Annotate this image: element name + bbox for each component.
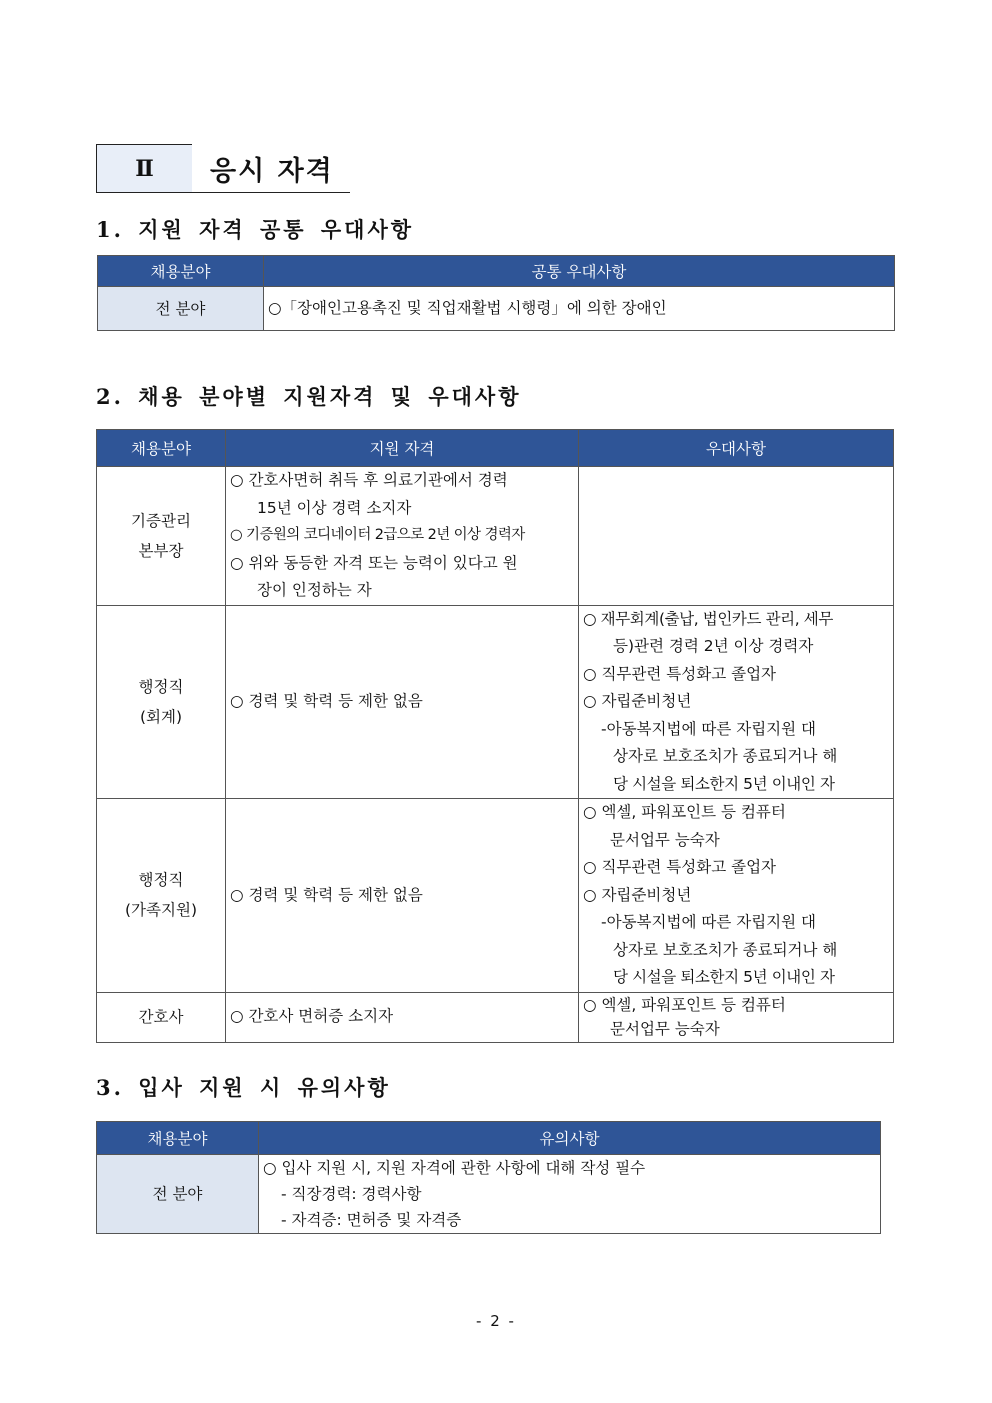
field-cell: 간호사 bbox=[97, 992, 226, 1042]
header-field: 채용분야 bbox=[98, 256, 264, 287]
field-cell: 기증관리 본부장 bbox=[97, 467, 226, 606]
section-3-heading: 3. 입사 지원 시 유의사항 bbox=[96, 1075, 391, 1100]
field-cell: 행정직 (회계) bbox=[97, 605, 226, 799]
field-cell: 전 분야 bbox=[97, 1155, 259, 1234]
common-preference-table bbox=[97, 255, 895, 331]
section-1-heading: 1. 지원 자격 공통 우대사항 bbox=[96, 217, 415, 242]
chapter-heading bbox=[96, 144, 350, 193]
header-field: 채용분야 bbox=[97, 1122, 259, 1155]
preference-cell: ○ 엑셀, 파워포인트 등 컴퓨터 문서업무 능숙자 ○ 직무관련 특성화고 졸업자 ○ 자립준비청년 -아동복지법에 따른 자립지원 대 상자로 보호조치가 종료되거나 해 당 시설을 퇴소한지 5년 이내인 자 bbox=[579, 799, 894, 993]
notice-table bbox=[96, 1121, 881, 1234]
header-preference: 우대사항 bbox=[579, 430, 894, 467]
table-row bbox=[97, 992, 894, 1042]
chapter-number: Ⅱ bbox=[96, 144, 192, 192]
qualification-cell: ○ 간호사 면허증 소지자 bbox=[226, 992, 579, 1042]
header-qualification: 지원 자격 bbox=[226, 430, 579, 467]
qualification-cell: ○ 경력 및 학력 등 제한 없음 bbox=[226, 799, 579, 993]
preference-cell: ○ 재무회계(출납, 법인카드 관리, 세무 등)관련 경력 2년 이상 경력자 ○ 직무관련 특성화고 졸업자 ○ 자립준비청년 -아동복지법에 따른 자립지원 대 상자로 보호조치가 종료되거나 해 당 시설을 퇴소한지 5년 이내인 자 bbox=[579, 605, 894, 799]
qualification-cell: ○ 간호사면허 취득 후 의료기관에서 경력 15년 이상 경력 소지자 ○ 기증원의 코디네이터 2급으로 2년 이상 경력자 ○ 위와 동등한 자격 또는 능력이 있다고 원 장이 인정하는 자 bbox=[226, 467, 579, 606]
content-cell: ○ 입사 지원 시, 지원 자격에 관한 사항에 대해 작성 필수 - 직장경력: 경력사항 - 자격증: 면허증 및 자격증 bbox=[259, 1155, 881, 1234]
content-cell bbox=[264, 287, 895, 331]
field-cell: 행정직 (가족지원) bbox=[97, 799, 226, 993]
page-number: - 2 - bbox=[476, 1312, 516, 1330]
header-common-preference: 공통 우대사항 bbox=[264, 256, 895, 287]
preference-cell: ○ 엑셀, 파워포인트 등 컴퓨터 문서업무 능숙자 bbox=[579, 992, 894, 1042]
field-cell: 전 분야 bbox=[98, 287, 264, 331]
chapter-title: 응시 자격 bbox=[210, 155, 334, 187]
qualification-table bbox=[96, 429, 894, 1043]
table-row bbox=[97, 467, 894, 606]
qualification-cell: ○ 경력 및 학력 등 제한 없음 bbox=[226, 605, 579, 799]
section-2-heading: 2. 채용 분야별 지원자격 및 우대사항 bbox=[96, 384, 522, 409]
preference-cell bbox=[579, 467, 894, 606]
header-notice: 유의사항 bbox=[259, 1122, 881, 1155]
table-row bbox=[97, 799, 894, 993]
table-row bbox=[97, 605, 894, 799]
header-field: 채용분야 bbox=[97, 430, 226, 467]
content-line: ○「장애인고용촉진 및 직업재활법 시행령」에 의한 장애인 bbox=[268, 298, 667, 317]
